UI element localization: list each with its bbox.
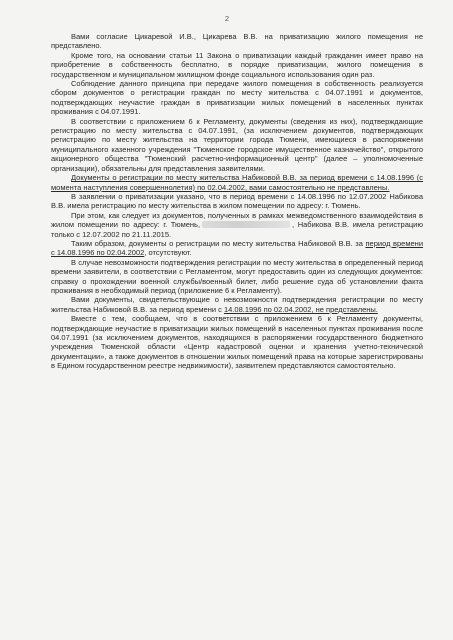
paragraph-text: При этом, как следует из документов, полученных в рамках межведомственного взаимодействия в жилом помещении по адресу: г. Тюмень, [51,210,423,230]
paragraph-p5 [51,173,423,192]
paragraph-text: В заявлении о приватизации указано, что в период времени с 14.08.1996 по 12.07.2002 Набикова В.В. имела регистрацию по месту жительства в жилом помещении по адресу: г. Тюмень. [51,191,423,211]
paragraph-p3 [51,79,423,117]
paragraph-p2 [51,51,423,79]
paragraph-p7 [51,211,423,239]
paragraph-text: Вами согласие Цикаревой И.В., Цикарева В.В. на приватизацию жилого помещения не представлено. [51,32,423,51]
paragraph-text: Кроме того, на основании статьи 11 Закона о приватизации каждый гражданин имеет право на приобретение в собственность бесплатно, в порядке приватизации, жилого помещения в государственном и муниципальном жилищном фонде социального использования один раз. [51,50,423,79]
redacted-address [202,221,290,228]
underlined-text: период времени с 14.08.1996 по 02.04.2002 [51,238,424,258]
page-number: 2 [224,14,230,23]
paragraph-text: Таким образом, документы о регистрации по месту жительства Набиковой В.В. за [71,238,366,248]
document-body [51,32,423,371]
underlined-text: Документы о регистрации по месту жительства Набиковой В.В. за период времени с 14.08.1996 (с момента наступления совершеннолетия) по 02.04.2002, вами самостоятельно не представлены. [51,173,423,192]
paragraph-text: Вместе с тем, сообщаем, что в соответствии с приложением 6 к Регламенту документы, подтверждающие неучастие в приватизации жилых помещений в населенных пунктах проживания после 04.07.1991 (за исключением документов, находящихся в распоряжении государственного бюджетного учреждения Тюменской области «Центр кадастровой оценки и хранения учетно-технической документации», а также документов в отношении жилых помещений права на которые зарегистрированы в Едином государственном реестре недвижимости), заявителем представляются самостоятельно. [51,314,423,371]
paragraph-text: В соответствии с приложением 6 к Регламенту, документы (сведения из них), подтверждающие регистрацию по месту жительства с 04.07.1991, (за исключением документов, подтверждающих регистрацию по месту жительства на территории города Тюмени, имеющиеся в распоряжении муниципального казенного учреждения "Тюменское городское имущественное казначейство", открытого акционерного общества "Тюменский расчетно-информационный центр" (далее – уполномоченные организации), обязательны для представления заявителями. [51,116,423,173]
underlined-text: 14.08.1996 по 02.04.2002, не представлены. [223,304,378,314]
paragraph-p11 [51,314,423,370]
paragraph-p4 [51,117,423,173]
paragraph-p8 [51,239,423,258]
paragraph-text: В случае невозможности подтверждения регистрации по месту жительства в определенный период времени заявители, в соответствии с Регламентом, могут предоставить один из следующих документов: справку о прохождении военной службы/военный билет, либо решение суда об установлении факта проживания в необходимый период (приложение 6 к Регламенту). [51,257,423,295]
paragraph-text: Соблюдение данного принципа при передаче жилого помещения в собственность реализуется сбором документов о регистрации граждан по месту жительства с 04.07.1991 и документов, подтверждающих неучастие граждан в приватизации жилых помещений в населенных пунктах проживания с 04.07.1991. [51,79,423,117]
paragraph-p9 [51,258,423,296]
paragraph-p6 [51,192,423,211]
paragraph-text: , Набикова В.В. имела регистрацию только с 12.07.2002 по 21.11.2015. [51,220,423,239]
paragraph-p10 [51,295,423,314]
paragraph-text: , отсутствуют. [144,248,192,258]
paragraph-text: Вами документы, свидетельствующие о невозможности подтверждения регистрации по месту жительства Набиковой В.В. за период времени с [51,295,423,314]
paragraph-p1 [51,32,423,51]
